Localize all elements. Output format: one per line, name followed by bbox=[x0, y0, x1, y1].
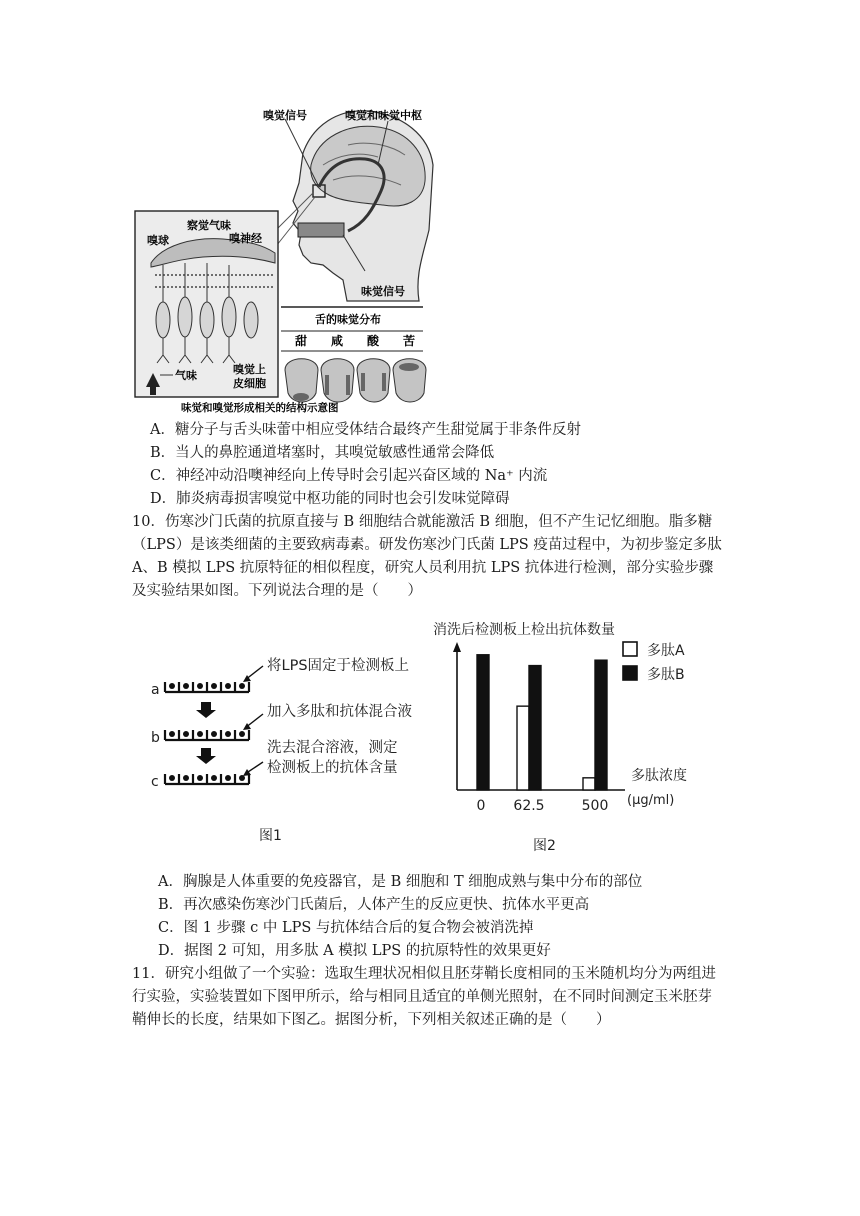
y-axis-arrow-icon bbox=[453, 642, 461, 652]
q9-option-b: B．当人的鼻腔通道堵塞时，其嗅觉敏感性通常会降低 bbox=[150, 445, 495, 461]
q11-stem-line-1: 11．研究小组做了一个实验：选取生理状况相似且胚芽鞘长度相同的玉米随机均分为两组进 bbox=[132, 966, 716, 982]
x-tick-label-0: 0 bbox=[476, 798, 486, 814]
x-tick-label-2: 500 bbox=[581, 798, 609, 814]
taste-smell-figure bbox=[133, 105, 435, 418]
q10-option-d: D．据图 2 可知，用多肽 A 模拟 LPS 的抗原特性的效果更好 bbox=[158, 943, 551, 959]
label-perceive-smell: 察觉气味 bbox=[187, 219, 231, 232]
label-odor: 气味 bbox=[175, 369, 197, 382]
oral-cavity-box bbox=[298, 223, 344, 237]
label-olfactory-signal: 嗅觉信号 bbox=[263, 109, 307, 122]
legend-label-a: 多肽A bbox=[647, 643, 685, 659]
q10-option-b: B．再次感染伤寒沙门氏菌后，人体产生的反应更快、抗体水平更高 bbox=[158, 897, 590, 913]
bar-b-1 bbox=[529, 666, 541, 790]
row-label-a: a bbox=[151, 682, 160, 698]
q10-option-c: C．图 1 步骤 c 中 LPS 与抗体结合后的复合物会被消洗掉 bbox=[158, 920, 534, 936]
q9-option-a: A．糖分子与舌头味蕾中相应受体结合最终产生甜觉属于非条件反射 bbox=[150, 422, 581, 438]
x-axis-unit: (μg/ml) bbox=[627, 793, 675, 808]
fig2-caption: 图2 bbox=[533, 838, 556, 854]
label-sour: 酸 bbox=[367, 334, 380, 348]
label-bitter: 苦 bbox=[403, 334, 416, 348]
q10-stem-line-4: 及实验结果如图。下列说法合理的是（ ） bbox=[132, 583, 422, 599]
row-label-b: b bbox=[151, 730, 160, 746]
step-c-label-1: 洗去混合溶液，测定 bbox=[267, 740, 398, 756]
label-center: 嗅觉和味觉中枢 bbox=[345, 109, 422, 122]
label-epithelial-1: 嗅觉上 bbox=[233, 363, 266, 376]
figure1-caption: 味觉和嗅觉形成相关的结构示意图 bbox=[181, 402, 339, 414]
bar-a-1 bbox=[517, 706, 529, 790]
label-tongue-title: 舌的味觉分布 bbox=[315, 313, 381, 326]
q10-stem-line-3: A、B 模拟 LPS 抗原特征的相似程度，研究人员利用抗 LPS 抗体进行检测，部分实验步骤 bbox=[132, 560, 714, 576]
q10-procedure-figure bbox=[145, 648, 445, 848]
x-tick-label-1: 62.5 bbox=[513, 798, 545, 814]
x-axis-label: 多肽浓度 bbox=[631, 768, 687, 784]
antibody-bar-chart bbox=[425, 612, 735, 858]
legend-label-b: 多肽B bbox=[647, 667, 685, 683]
label-olfactory-bulb: 嗅球 bbox=[147, 234, 169, 247]
detection-plates bbox=[165, 682, 249, 784]
row-label-c: c bbox=[151, 774, 159, 790]
q9-option-d: D．肺炎病毒损害嗅觉中枢功能的同时也会引发味觉障碍 bbox=[150, 491, 510, 507]
chart-title: 消洗后检测板上检出抗体数量 bbox=[433, 622, 615, 638]
taste-smell-diagram bbox=[133, 105, 435, 418]
q11-stem-line-3: 鞘伸长的长度，结果如下图乙。据图分析，下列相关叙述正确的是（ ） bbox=[132, 1012, 611, 1028]
legend-swatch-a bbox=[623, 642, 637, 656]
q10-stem-line-1: 10．伤寒沙门氏菌的抗原直接与 B 细胞结合就能激活 B 细胞，但不产生记忆细胞。脂多糖 bbox=[132, 514, 713, 530]
bar-b-0 bbox=[477, 655, 489, 790]
step-c-label-2: 检测板上的抗体含量 bbox=[267, 760, 398, 776]
q10-stem-line-2: （LPS）是该类细菌的主要致病毒素。研发伤寒沙门氏菌 LPS 疫苗过程中，为初步鉴定多肽 bbox=[132, 537, 722, 553]
label-olfactory-nerve: 嗅神经 bbox=[229, 232, 262, 245]
label-taste-signal: 味觉信号 bbox=[361, 285, 405, 298]
step-b-label: 加入多肽和抗体混合液 bbox=[267, 704, 412, 720]
bar-b-2 bbox=[595, 660, 607, 790]
antibody-chart bbox=[425, 612, 735, 858]
label-sweet: 甜 bbox=[295, 334, 308, 348]
legend-swatch-b bbox=[623, 666, 637, 680]
label-epithelial-2: 皮细胞 bbox=[233, 377, 266, 390]
q10-option-a: A．胸腺是人体重要的免疫器官，是 B 细胞和 T 细胞成熟与集中分布的部位 bbox=[158, 874, 643, 890]
q11-stem-line-2: 行实验，实验装置如下图甲所示，给与相同且适宜的单侧光照射，在不同时间测定玉米胚芽 bbox=[132, 989, 712, 1005]
label-salty: 咸 bbox=[331, 334, 344, 348]
fig1-caption: 图1 bbox=[259, 828, 282, 844]
q9-option-c: C．神经冲动沿噢神经向上传导时会引起兴奋区域的 Na⁺ 内流 bbox=[150, 468, 548, 484]
step-a-label: 将LPS固定于检测板上 bbox=[267, 658, 410, 674]
down-arrow-icon bbox=[196, 702, 216, 718]
down-arrow-icon bbox=[196, 748, 216, 764]
bar-a-2 bbox=[583, 778, 595, 790]
